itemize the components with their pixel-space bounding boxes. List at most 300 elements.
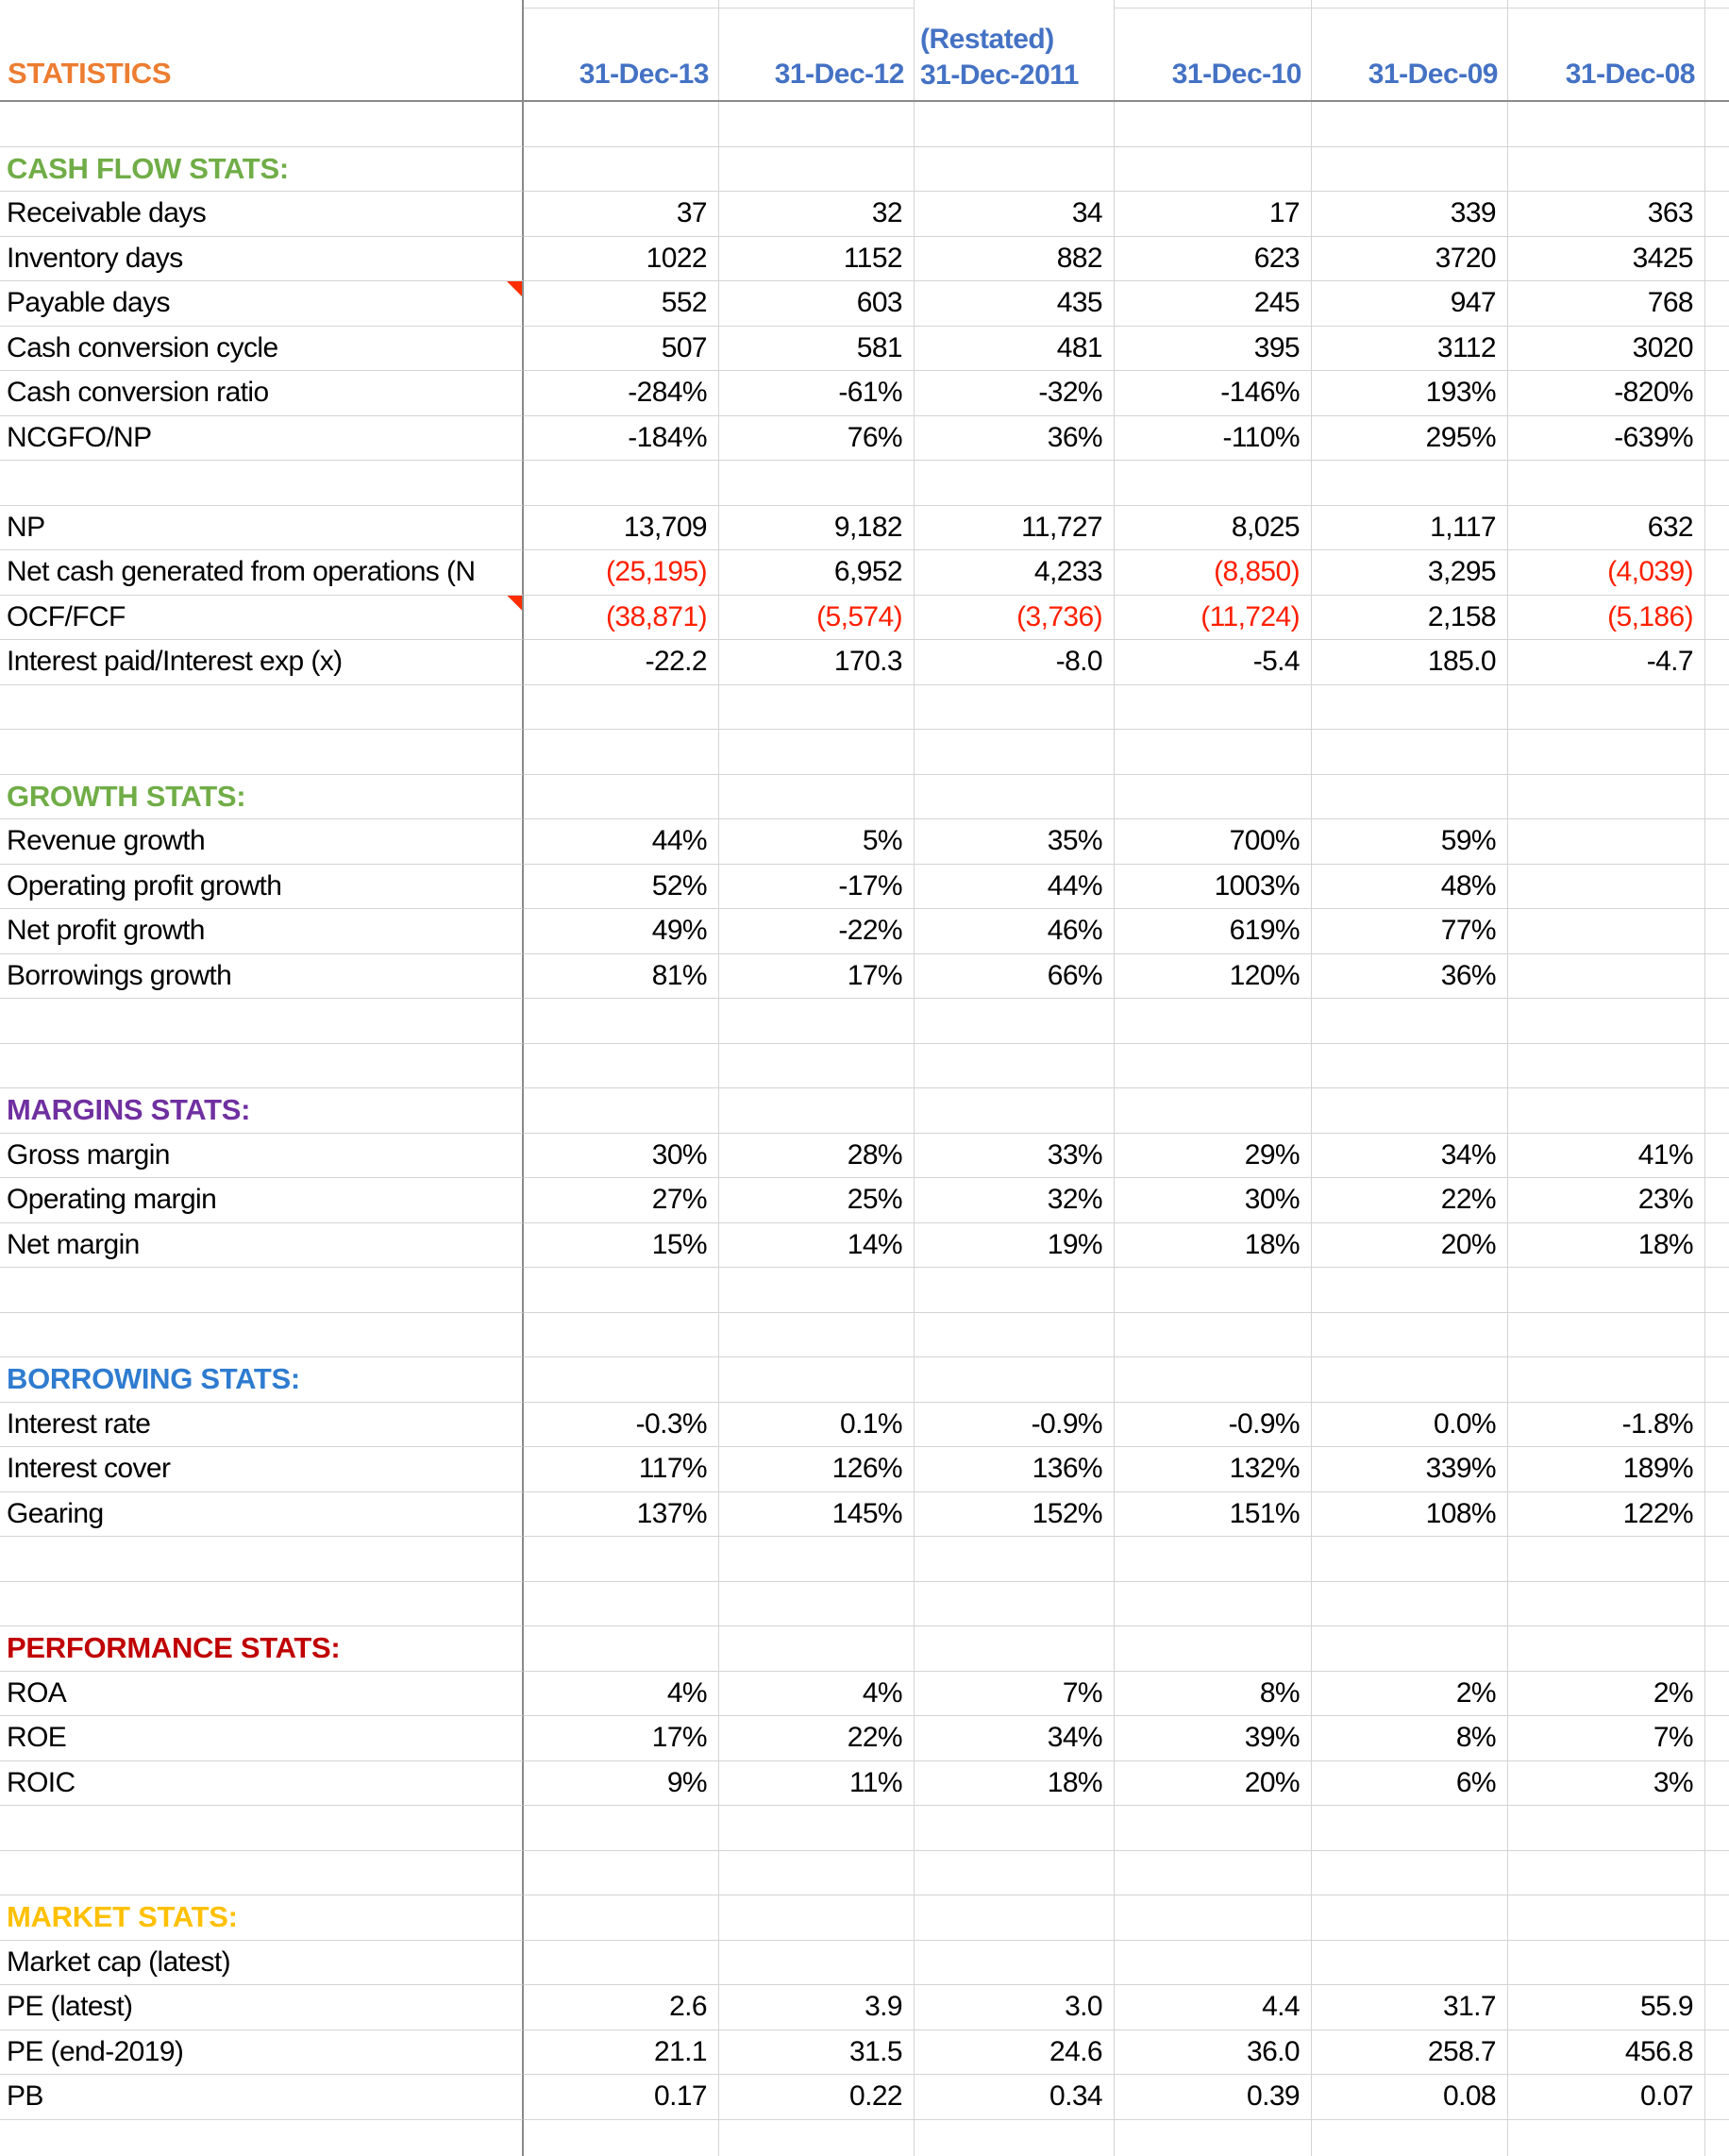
row-label-cell[interactable] (0, 1716, 524, 1761)
blank-cell[interactable] (0, 1313, 524, 1358)
value-cell[interactable] (1508, 1403, 1705, 1448)
row-label-cell[interactable] (0, 1761, 524, 1807)
value-cell[interactable] (719, 909, 915, 954)
value-cell[interactable] (719, 506, 915, 551)
blank-cell[interactable] (1115, 102, 1312, 147)
value-cell[interactable] (524, 2030, 719, 2076)
value-cell[interactable] (915, 819, 1115, 865)
value-cell[interactable] (524, 1672, 719, 1717)
blank-cell[interactable] (1508, 999, 1705, 1044)
blank-cell[interactable] (524, 685, 719, 731)
value-cell[interactable] (719, 640, 915, 685)
blank-cell[interactable] (1312, 2120, 1508, 2156)
value-cell[interactable] (915, 237, 1115, 282)
blank-cell[interactable] (915, 999, 1115, 1044)
value-cell[interactable] (524, 371, 719, 416)
blank-cell[interactable] (1115, 1044, 1312, 1089)
blank-cell[interactable] (524, 1088, 719, 1134)
blank-cell[interactable] (1115, 1626, 1312, 1672)
blank-cell[interactable] (719, 102, 915, 147)
value-cell[interactable] (719, 416, 915, 462)
value-cell[interactable] (524, 865, 719, 910)
value-cell[interactable] (1312, 1134, 1508, 1179)
value-cell[interactable] (1312, 550, 1508, 596)
section-header-cell[interactable] (0, 1357, 524, 1403)
blank-cell[interactable] (1115, 2120, 1312, 2156)
value-cell[interactable] (915, 327, 1115, 372)
blank-cell[interactable] (524, 1044, 719, 1089)
blank-cell[interactable] (524, 1268, 719, 1313)
value-cell[interactable] (524, 237, 719, 282)
value-cell[interactable] (524, 596, 719, 641)
blank-cell[interactable] (1312, 1941, 1508, 1986)
blank-cell[interactable] (719, 2120, 915, 2156)
value-cell[interactable] (1115, 865, 1312, 910)
blank-cell[interactable] (0, 999, 524, 1044)
blank-cell[interactable] (1115, 147, 1312, 193)
value-cell[interactable] (1508, 550, 1705, 596)
value-cell[interactable] (1312, 1985, 1508, 2030)
value-cell[interactable] (719, 192, 915, 237)
value-cell[interactable] (1508, 1761, 1705, 1807)
blank-cell[interactable] (524, 730, 719, 775)
blank-cell[interactable] (1508, 1582, 1705, 1627)
blank-cell[interactable] (1312, 685, 1508, 731)
blank-cell[interactable] (1508, 819, 1705, 865)
value-cell[interactable] (524, 909, 719, 954)
section-header-cell[interactable] (0, 147, 524, 193)
value-cell[interactable] (915, 1178, 1115, 1223)
blank-cell[interactable] (0, 2120, 524, 2156)
value-cell[interactable] (915, 1492, 1115, 1538)
blank-cell[interactable] (1508, 909, 1705, 954)
spacer-cell[interactable] (1705, 1761, 1729, 1807)
spacer-cell[interactable] (1705, 685, 1729, 731)
value-cell[interactable] (915, 954, 1115, 1000)
value-cell[interactable] (1115, 237, 1312, 282)
blank-cell[interactable] (524, 2120, 719, 2156)
spacer-cell[interactable] (1705, 819, 1729, 865)
value-cell[interactable] (1312, 1672, 1508, 1717)
value-cell[interactable] (1508, 1134, 1705, 1179)
statistics-title-cell[interactable] (0, 8, 524, 100)
blank-cell[interactable] (719, 1537, 915, 1582)
row-label-cell[interactable] (0, 192, 524, 237)
row-label-cell[interactable] (0, 327, 524, 372)
value-cell[interactable] (915, 596, 1115, 641)
value-cell[interactable] (915, 1134, 1115, 1179)
blank-cell[interactable] (524, 775, 719, 820)
blank-cell[interactable] (1508, 865, 1705, 910)
blank-cell[interactable] (1115, 1313, 1312, 1358)
spacer-cell[interactable] (1705, 371, 1729, 416)
value-cell[interactable] (915, 1403, 1115, 1448)
value-cell[interactable] (1115, 1761, 1312, 1807)
spacer-cell[interactable] (1705, 1941, 1729, 1986)
value-cell[interactable] (719, 550, 915, 596)
spacer-cell[interactable] (1705, 2030, 1729, 2076)
blank-cell[interactable] (1312, 102, 1508, 147)
value-cell[interactable] (719, 1985, 915, 2030)
value-cell[interactable] (719, 371, 915, 416)
value-cell[interactable] (1115, 2030, 1312, 2076)
value-cell[interactable] (915, 2030, 1115, 2076)
value-cell[interactable] (1312, 192, 1508, 237)
spacer-cell[interactable] (1705, 1223, 1729, 1269)
blank-cell[interactable] (524, 1806, 719, 1851)
spacer-cell[interactable] (1705, 2075, 1729, 2120)
spacer-cell[interactable] (1705, 1716, 1729, 1761)
blank-cell[interactable] (719, 1357, 915, 1403)
value-cell[interactable] (1115, 1672, 1312, 1717)
value-cell[interactable] (915, 2075, 1115, 2120)
blank-cell[interactable] (1115, 685, 1312, 731)
blank-cell[interactable] (915, 775, 1115, 820)
blank-cell[interactable] (915, 1806, 1115, 1851)
blank-cell[interactable] (524, 1626, 719, 1672)
spacer-cell[interactable] (1705, 237, 1729, 282)
blank-cell[interactable] (1312, 147, 1508, 193)
value-cell[interactable] (1115, 1716, 1312, 1761)
value-cell[interactable] (1115, 1223, 1312, 1269)
blank-cell[interactable] (915, 0, 1115, 8)
value-cell[interactable] (719, 1178, 915, 1223)
spacer-cell[interactable] (1705, 147, 1729, 193)
blank-cell[interactable] (1508, 1357, 1705, 1403)
value-cell[interactable] (1115, 506, 1312, 551)
value-cell[interactable] (1508, 327, 1705, 372)
blank-cell[interactable] (719, 1895, 915, 1941)
value-cell[interactable] (719, 1492, 915, 1538)
blank-cell[interactable] (1115, 775, 1312, 820)
blank-cell[interactable] (524, 1357, 719, 1403)
spacer-cell[interactable] (1705, 1268, 1729, 1313)
row-label-cell[interactable] (0, 1178, 524, 1223)
row-label-cell[interactable] (0, 1492, 524, 1538)
section-header-cell[interactable] (0, 775, 524, 820)
spacer-cell[interactable] (1705, 1447, 1729, 1492)
blank-cell[interactable] (1508, 461, 1705, 506)
blank-cell[interactable] (524, 147, 719, 193)
value-cell[interactable] (1115, 1985, 1312, 2030)
value-cell[interactable] (524, 1716, 719, 1761)
value-cell[interactable] (1508, 1716, 1705, 1761)
value-cell[interactable] (1115, 2075, 1312, 2120)
blank-cell[interactable] (0, 1582, 524, 1627)
blank-cell[interactable] (1312, 1895, 1508, 1941)
blank-cell[interactable] (1508, 1044, 1705, 1089)
blank-cell[interactable] (719, 1582, 915, 1627)
blank-cell[interactable] (1115, 999, 1312, 1044)
blank-cell[interactable] (719, 147, 915, 193)
blank-cell[interactable] (0, 685, 524, 731)
row-label-cell[interactable] (0, 1672, 524, 1717)
blank-cell[interactable] (0, 1537, 524, 1582)
blank-cell[interactable] (1312, 730, 1508, 775)
blank-cell[interactable] (1115, 0, 1312, 8)
blank-cell[interactable] (719, 1268, 915, 1313)
blank-cell[interactable] (1312, 1088, 1508, 1134)
blank-cell[interactable] (524, 1851, 719, 1896)
blank-cell[interactable] (1508, 1941, 1705, 1986)
spacer-cell[interactable] (1705, 730, 1729, 775)
value-cell[interactable] (719, 281, 915, 327)
value-cell[interactable] (1115, 596, 1312, 641)
blank-cell[interactable] (1115, 1357, 1312, 1403)
value-cell[interactable] (915, 909, 1115, 954)
blank-cell[interactable] (1508, 1313, 1705, 1358)
value-cell[interactable] (1312, 640, 1508, 685)
value-cell[interactable] (915, 865, 1115, 910)
column-header-dec10[interactable] (1115, 8, 1312, 100)
value-cell[interactable] (1312, 954, 1508, 1000)
blank-cell[interactable] (915, 1357, 1115, 1403)
value-cell[interactable] (915, 1672, 1115, 1717)
blank-cell[interactable] (1312, 461, 1508, 506)
blank-cell[interactable] (915, 147, 1115, 193)
spacer-cell[interactable] (1705, 865, 1729, 910)
blank-cell[interactable] (1508, 730, 1705, 775)
blank-cell[interactable] (1115, 1851, 1312, 1896)
value-cell[interactable] (719, 1761, 915, 1807)
column-header-dec08[interactable] (1508, 8, 1705, 100)
row-label-cell[interactable] (0, 1134, 524, 1179)
blank-cell[interactable] (1115, 1895, 1312, 1941)
row-label-cell[interactable] (0, 596, 524, 641)
value-cell[interactable] (1312, 1492, 1508, 1538)
value-cell[interactable] (1508, 1985, 1705, 2030)
value-cell[interactable] (1312, 1761, 1508, 1807)
value-cell[interactable] (719, 327, 915, 372)
blank-cell[interactable] (1508, 775, 1705, 820)
row-label-cell[interactable] (0, 550, 524, 596)
value-cell[interactable] (915, 640, 1115, 685)
value-cell[interactable] (1508, 281, 1705, 327)
value-cell[interactable] (1312, 1447, 1508, 1492)
blank-cell[interactable] (1508, 102, 1705, 147)
value-cell[interactable] (1508, 1223, 1705, 1269)
value-cell[interactable] (1115, 550, 1312, 596)
blank-cell[interactable] (719, 461, 915, 506)
blank-cell[interactable] (524, 461, 719, 506)
blank-cell[interactable] (915, 1268, 1115, 1313)
blank-cell[interactable] (524, 1537, 719, 1582)
blank-cell[interactable] (524, 1582, 719, 1627)
section-header-cell[interactable] (0, 1895, 524, 1941)
blank-cell[interactable] (1705, 0, 1729, 8)
blank-cell[interactable] (0, 1268, 524, 1313)
blank-cell[interactable] (915, 1895, 1115, 1941)
spacer-cell[interactable] (1705, 1537, 1729, 1582)
blank-cell[interactable] (1312, 999, 1508, 1044)
value-cell[interactable] (1115, 1403, 1312, 1448)
value-cell[interactable] (1312, 2030, 1508, 2076)
column-header-dec12[interactable] (719, 8, 915, 100)
spacer-cell[interactable] (1705, 1626, 1729, 1672)
value-cell[interactable] (719, 1716, 915, 1761)
value-cell[interactable] (1508, 1447, 1705, 1492)
value-cell[interactable] (1508, 2075, 1705, 2120)
value-cell[interactable] (524, 1447, 719, 1492)
value-cell[interactable] (1115, 640, 1312, 685)
blank-cell[interactable] (1508, 147, 1705, 193)
value-cell[interactable] (1312, 371, 1508, 416)
value-cell[interactable] (1312, 1716, 1508, 1761)
row-label-cell[interactable] (0, 2075, 524, 2120)
blank-cell[interactable] (1508, 1268, 1705, 1313)
value-cell[interactable] (524, 1492, 719, 1538)
value-cell[interactable] (915, 1223, 1115, 1269)
value-cell[interactable] (1115, 192, 1312, 237)
value-cell[interactable] (1312, 416, 1508, 462)
value-cell[interactable] (1508, 237, 1705, 282)
spacer-cell[interactable] (1705, 1851, 1729, 1896)
value-cell[interactable] (1312, 327, 1508, 372)
value-cell[interactable] (1115, 1492, 1312, 1538)
section-header-cell[interactable] (0, 1088, 524, 1134)
blank-cell[interactable] (915, 1537, 1115, 1582)
value-cell[interactable] (524, 954, 719, 1000)
blank-cell[interactable] (1115, 1088, 1312, 1134)
spacer-cell[interactable] (1705, 1178, 1729, 1223)
value-cell[interactable] (524, 1985, 719, 2030)
value-cell[interactable] (719, 1403, 915, 1448)
blank-cell[interactable] (1312, 1268, 1508, 1313)
value-cell[interactable] (915, 192, 1115, 237)
blank-cell[interactable] (1115, 1268, 1312, 1313)
value-cell[interactable] (524, 327, 719, 372)
value-cell[interactable] (719, 1223, 915, 1269)
value-cell[interactable] (1115, 327, 1312, 372)
value-cell[interactable] (1508, 596, 1705, 641)
blank-cell[interactable] (0, 1806, 524, 1851)
value-cell[interactable] (719, 1134, 915, 1179)
value-cell[interactable] (1312, 237, 1508, 282)
blank-cell[interactable] (719, 1851, 915, 1896)
spacer-cell[interactable] (1705, 2120, 1729, 2156)
blank-cell[interactable] (1312, 1806, 1508, 1851)
blank-cell[interactable] (915, 1851, 1115, 1896)
blank-cell[interactable] (1508, 0, 1705, 8)
blank-cell[interactable] (524, 1941, 719, 1986)
blank-cell[interactable] (719, 1806, 915, 1851)
blank-cell[interactable] (0, 1044, 524, 1089)
spacer-cell[interactable] (1705, 281, 1729, 327)
row-label-cell[interactable] (0, 1941, 524, 1986)
spacer-cell[interactable] (1705, 1313, 1729, 1358)
row-label-cell[interactable] (0, 865, 524, 910)
value-cell[interactable] (1312, 506, 1508, 551)
blank-cell[interactable] (1115, 730, 1312, 775)
blank-cell[interactable] (524, 1895, 719, 1941)
spacer-cell[interactable] (1705, 416, 1729, 462)
value-cell[interactable] (915, 281, 1115, 327)
value-cell[interactable] (524, 1223, 719, 1269)
spacer-cell[interactable] (1705, 506, 1729, 551)
row-label-cell[interactable] (0, 1447, 524, 1492)
value-cell[interactable] (1312, 1223, 1508, 1269)
value-cell[interactable] (915, 1447, 1115, 1492)
row-label-cell[interactable] (0, 2030, 524, 2076)
blank-cell[interactable] (915, 1044, 1115, 1089)
value-cell[interactable] (1508, 1492, 1705, 1538)
spacer-cell[interactable] (1705, 1403, 1729, 1448)
blank-cell[interactable] (524, 1313, 719, 1358)
value-cell[interactable] (915, 1761, 1115, 1807)
value-cell[interactable] (1115, 371, 1312, 416)
value-cell[interactable] (1312, 596, 1508, 641)
spacer-cell[interactable] (1705, 1088, 1729, 1134)
value-cell[interactable] (524, 1403, 719, 1448)
value-cell[interactable] (1508, 640, 1705, 685)
row-label-cell[interactable] (0, 1223, 524, 1269)
value-cell[interactable] (1508, 506, 1705, 551)
blank-cell[interactable] (915, 730, 1115, 775)
blank-cell[interactable] (0, 0, 524, 8)
blank-cell[interactable] (1312, 0, 1508, 8)
blank-cell[interactable] (1508, 1851, 1705, 1896)
section-header-cell[interactable] (0, 1626, 524, 1672)
blank-cell[interactable] (915, 685, 1115, 731)
row-label-cell[interactable] (0, 954, 524, 1000)
value-cell[interactable] (719, 2030, 915, 2076)
blank-cell[interactable] (1312, 1537, 1508, 1582)
spacer-cell[interactable] (1705, 1044, 1729, 1089)
column-header-dec09[interactable] (1312, 8, 1508, 100)
value-cell[interactable] (524, 640, 719, 685)
blank-cell[interactable] (719, 1044, 915, 1089)
value-cell[interactable] (1115, 416, 1312, 462)
column-header-dec13[interactable] (524, 8, 719, 100)
blank-cell[interactable] (915, 1313, 1115, 1358)
spacer-cell[interactable] (1705, 550, 1729, 596)
spacer-cell[interactable] (1705, 102, 1729, 147)
value-cell[interactable] (1312, 2075, 1508, 2120)
spacer-cell[interactable] (1705, 999, 1729, 1044)
blank-cell[interactable] (0, 102, 524, 147)
value-cell[interactable] (524, 1761, 719, 1807)
row-label-cell[interactable] (0, 281, 524, 327)
spacer-cell[interactable] (1705, 954, 1729, 1000)
blank-cell[interactable] (915, 102, 1115, 147)
spacer-cell[interactable] (1705, 1134, 1729, 1179)
blank-cell[interactable] (719, 730, 915, 775)
row-label-cell[interactable] (0, 640, 524, 685)
blank-cell[interactable] (719, 1626, 915, 1672)
blank-cell[interactable] (0, 461, 524, 506)
value-cell[interactable] (1312, 1403, 1508, 1448)
value-cell[interactable] (719, 1447, 915, 1492)
blank-cell[interactable] (915, 1626, 1115, 1672)
spacer-cell[interactable] (1705, 461, 1729, 506)
spacer-cell[interactable] (1705, 1895, 1729, 1941)
value-cell[interactable] (915, 416, 1115, 462)
value-cell[interactable] (719, 865, 915, 910)
spacer-cell[interactable] (1705, 640, 1729, 685)
blank-cell[interactable] (719, 1941, 915, 1986)
blank-cell[interactable] (1508, 1088, 1705, 1134)
value-cell[interactable] (524, 550, 719, 596)
blank-cell[interactable] (0, 1851, 524, 1896)
blank-cell[interactable] (1312, 1357, 1508, 1403)
spacer-cell[interactable] (1705, 1672, 1729, 1717)
spacer-cell[interactable] (1705, 909, 1729, 954)
blank-cell[interactable] (1312, 1626, 1508, 1672)
blank-cell[interactable] (1508, 1626, 1705, 1672)
value-cell[interactable] (524, 819, 719, 865)
value-cell[interactable] (524, 1134, 719, 1179)
blank-cell[interactable] (1312, 1851, 1508, 1896)
